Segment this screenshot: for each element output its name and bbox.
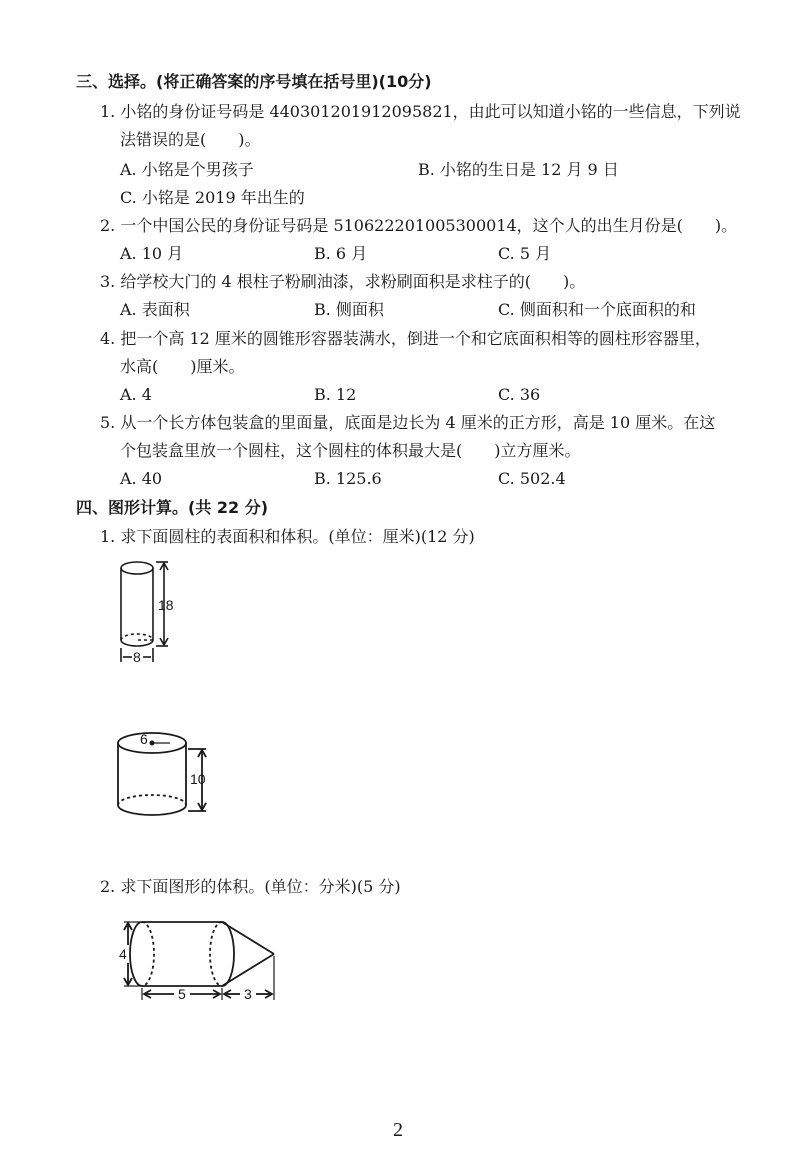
- q1-option-a: A. 小铭是个男孩子: [120, 160, 254, 179]
- page-number: 2: [393, 1119, 403, 1141]
- q1-text-line2: 法错误的是( )。: [120, 130, 261, 149]
- fig3-diameter-label: 4: [119, 946, 127, 962]
- section-4-heading: 四、图形计算。(共 22 分): [76, 498, 269, 517]
- q1-text-line1: 1. 小铭的身份证号码是 440301201912095821，由此可以知道小铭的一些信息，下列说: [100, 102, 741, 121]
- q3-option-c: C. 侧面积和一个底面积的和: [498, 300, 696, 319]
- q1-option-c: C. 小铭是 2019 年出生的: [120, 188, 305, 207]
- q5-option-c: C. 502.4: [498, 469, 566, 488]
- fig1-height-label: 18: [158, 597, 174, 613]
- q2-option-a: A. 10 月: [120, 244, 184, 263]
- q3-option-b: B. 侧面积: [314, 300, 384, 319]
- problem-1-text: 1. 求下面圆柱的表面积和体积。(单位：厘米)(12 分): [100, 527, 475, 546]
- section-3-heading: 三、选择。(将正确答案的序号填在括号里)(10分): [76, 72, 432, 91]
- q4-option-c: C. 36: [498, 385, 541, 404]
- q5-option-b: B. 125.6: [314, 469, 382, 488]
- q4-option-a: A. 4: [120, 385, 152, 404]
- problem-2-text: 2. 求下面图形的体积。(单位：分米)(5 分): [100, 877, 401, 896]
- q2-option-b: B. 6 月: [314, 244, 368, 263]
- q5-text-line1: 5. 从一个长方体包装盒的里面量，底面是边长为 4 厘米的正方形，高是 10 厘米。在这: [100, 413, 716, 432]
- q4-text-line2: 水高( )厘米。: [120, 357, 245, 376]
- q2-option-c: C. 5 月: [498, 244, 552, 263]
- q4-option-b: B. 12: [314, 385, 357, 404]
- q5-text-line2: 个包装盒里放一个圆柱，这个圆柱的体积最大是( )立方厘米。: [120, 441, 581, 460]
- q1-option-b: B. 小铭的生日是 12 月 9 日: [418, 160, 619, 179]
- q3-text: 3. 给学校大门的 4 根柱子粉刷油漆，求粉刷面积是求柱子的( )。: [100, 272, 586, 291]
- fig3-cylinder-length-label: 5: [178, 986, 186, 1002]
- fig2-center-dot: [150, 741, 155, 746]
- q4-text-line1: 4. 把一个高 12 厘米的圆锥形容器装满水，倒进一个和它底面积相等的圆柱形容器里，: [100, 329, 711, 348]
- fig3-cone-height-label: 3: [244, 986, 252, 1002]
- fig2-height-label: 10: [190, 771, 206, 787]
- q5-option-a: A. 40: [120, 469, 163, 488]
- fig1-diameter-label: 8: [133, 649, 141, 665]
- fig2-radius-label: 6: [140, 731, 148, 747]
- q3-option-a: A. 表面积: [120, 300, 190, 319]
- q2-text: 2. 一个中国公民的身份证号码是 510622201005300014，这个人的出生月份是( )。: [100, 216, 738, 235]
